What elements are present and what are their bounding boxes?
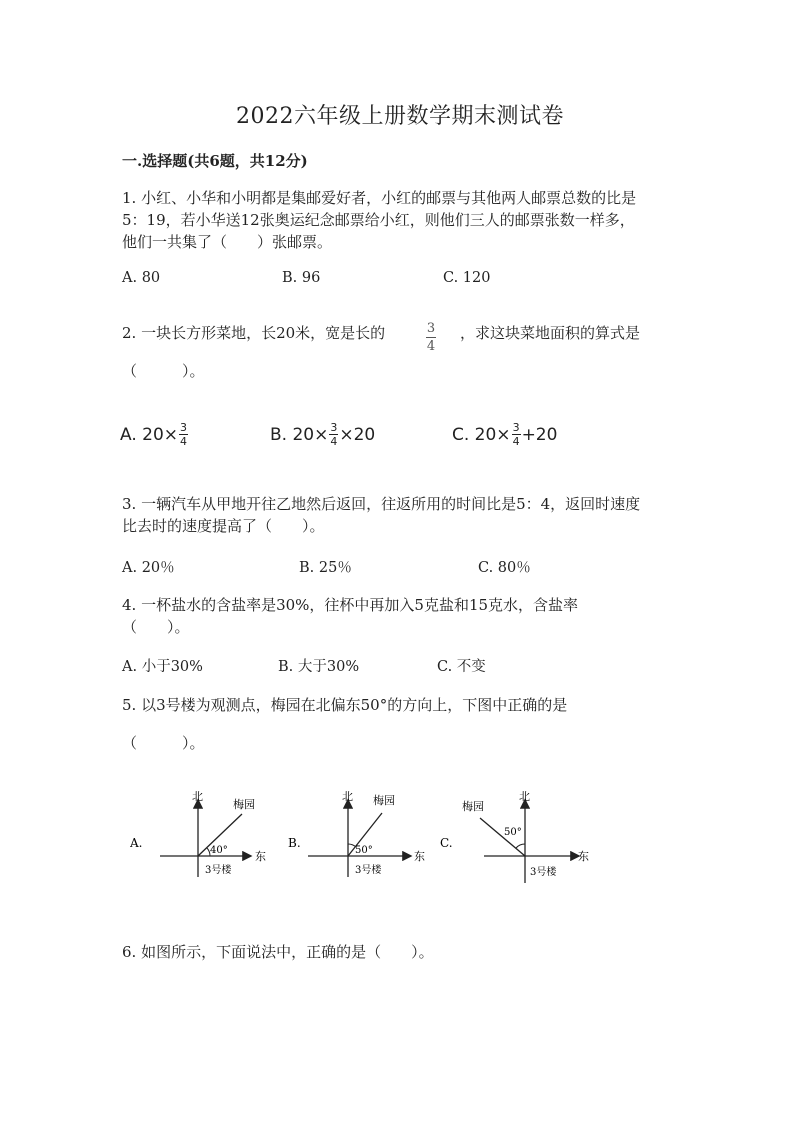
- q2-line1-start: 2. 一块长方形菜地，长20米，宽是长的: [122, 324, 386, 342]
- direction-diagram-b: [288, 783, 438, 883]
- page-title: 2022六年级上册数学期末测试卷: [236, 104, 564, 129]
- q3-option-a[interactable]: A. 20％: [122, 560, 175, 576]
- q2-option-c-prefix: C. 20×: [452, 424, 511, 445]
- q3-option-b[interactable]: B. 25％: [299, 560, 352, 576]
- q2-option-c-den: 4: [512, 435, 520, 448]
- q2-option-a-num: 3: [180, 421, 188, 434]
- q2-option-a[interactable]: [120, 422, 189, 447]
- q4-line1: 4. 一杯盐水的含盐率是30%，往杯中再加入5克盐和15克水，含盐率: [122, 596, 579, 614]
- diagram-b-label: B.: [288, 836, 301, 850]
- q1-line1: 1. 小红、小华和小明都是集邮爱好者，小红的邮票与其他两人邮票总数的比是: [122, 189, 637, 207]
- target-label: 梅园: [462, 800, 484, 813]
- q4-option-b[interactable]: B. 大于30%: [278, 659, 360, 675]
- q2-option-b-den: 4: [330, 435, 338, 448]
- q5-option-b-diagram[interactable]: [288, 783, 438, 887]
- q2-option-c-num: 3: [512, 421, 520, 434]
- q2-line2: （ ）。: [122, 362, 205, 380]
- q5-option-c-diagram[interactable]: [440, 783, 590, 887]
- target-label: 梅园: [373, 794, 395, 807]
- diagram-a-label: A.: [130, 836, 143, 850]
- east-label: 东: [414, 850, 425, 863]
- north-label: 北: [342, 790, 353, 803]
- angle-label: 40°: [210, 845, 228, 856]
- origin-label: 3号楼: [530, 867, 557, 878]
- q5-option-a-diagram[interactable]: [130, 783, 280, 887]
- q4-line2: （ ）。: [122, 618, 190, 636]
- q3-line1: 3. 一辆汽车从甲地开往乙地然后返回，往返所用的时间比是5：4，返回时速度: [122, 495, 641, 513]
- q1-option-b[interactable]: B. 96: [282, 270, 321, 286]
- q2-option-a-den: 4: [180, 435, 188, 448]
- direction-diagram-c: [440, 783, 590, 883]
- angle-label: 50°: [355, 845, 373, 856]
- section-heading: 一.选择题(共6题，共12分): [122, 152, 308, 170]
- q3-option-c[interactable]: C. 80％: [478, 560, 531, 576]
- q2-option-a-prefix: A. 20×: [120, 424, 179, 445]
- q4-option-a[interactable]: A. 小于30%: [122, 659, 203, 675]
- q4-option-c[interactable]: C. 不变: [437, 659, 486, 675]
- q6-line1: 6. 如图所示，下面说法中，正确的是（ ）。: [122, 943, 434, 961]
- q2-fraction: [426, 317, 436, 353]
- q1-option-c[interactable]: C. 120: [443, 270, 491, 286]
- q2-option-b[interactable]: [270, 422, 375, 447]
- east-label: 东: [578, 850, 589, 863]
- angle-arc: [516, 844, 525, 848]
- q5-line1: 5. 以3号楼为观测点，梅园在北偏东50°的方向上，下图中正确的是: [122, 696, 568, 714]
- q2-fraction-numerator: 3: [426, 321, 436, 336]
- q2-fraction-denominator: 4: [426, 339, 436, 354]
- target-label: 梅园: [233, 798, 255, 811]
- q1-line3: 他们一共集了（ ）张邮票。: [122, 233, 333, 251]
- direction-diagram-a: [130, 783, 280, 883]
- east-label: 东: [255, 850, 266, 863]
- q1-line2: 5：19，若小华送12张奥运纪念邮票给小红，则他们三人的邮票张数一样多，: [122, 211, 635, 229]
- q2-option-b-suffix: ×20: [339, 424, 376, 445]
- q2-option-b-prefix: B. 20×: [270, 424, 329, 445]
- north-label: 北: [192, 790, 203, 803]
- north-label: 北: [519, 790, 530, 803]
- q2-line1-end: ，求这块菜地面积的算式是: [460, 324, 641, 342]
- origin-label: 3号楼: [205, 865, 232, 876]
- q1-option-a[interactable]: A. 80: [122, 270, 161, 286]
- origin-label: 3号楼: [355, 865, 382, 876]
- angle-label: 50°: [504, 827, 522, 838]
- q2-option-b-num: 3: [330, 421, 338, 434]
- diagram-c-label: C.: [440, 836, 453, 850]
- q2-option-c-suffix: +20: [521, 424, 558, 445]
- q3-line2: 比去时的速度提高了（ ）。: [122, 517, 325, 535]
- q2-option-c[interactable]: [452, 422, 557, 447]
- q5-line2: （ ）。: [122, 734, 205, 752]
